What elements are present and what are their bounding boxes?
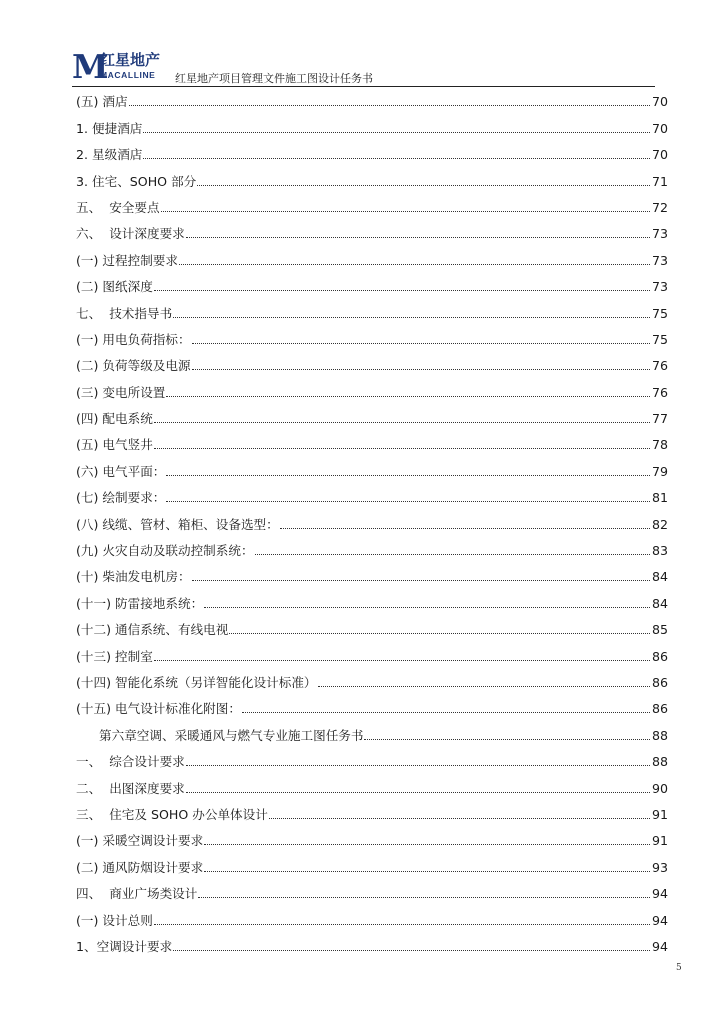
toc-entry-label: (二) 通风防烟设计要求 — [76, 859, 204, 875]
toc-entry-label: 三、 住宅及 SOHO 办公单体设计 — [76, 806, 268, 822]
toc-dot-leader — [269, 818, 650, 819]
toc-dot-leader — [154, 422, 650, 423]
toc-entry-page: 91 — [651, 833, 668, 849]
toc-entry-label: (十二) 通信系统、有线电视 — [76, 622, 229, 638]
toc-entry-label: 七、 技术指导书 — [76, 305, 173, 321]
toc-entry[interactable] — [76, 561, 668, 587]
toc-entry-page: 76 — [651, 358, 668, 374]
toc-entry-page: 72 — [651, 199, 668, 215]
toc-dot-leader — [166, 501, 650, 502]
toc-dot-leader — [173, 317, 650, 318]
toc-entry-label: (十) 柴油发电机房： — [76, 569, 191, 585]
toc-dot-leader — [198, 897, 650, 898]
toc-entry-page: 85 — [651, 622, 668, 638]
toc-dot-leader — [154, 448, 650, 449]
toc-dot-leader — [204, 871, 650, 872]
toc-entry-label: (十四) 智能化系统（另详智能化设计标准） — [76, 674, 317, 690]
toc-entry[interactable] — [76, 350, 668, 376]
toc-dot-leader — [166, 475, 650, 476]
toc-entry[interactable] — [76, 904, 668, 930]
toc-entry[interactable] — [76, 535, 668, 561]
toc-entry-page: 70 — [651, 120, 668, 136]
toc-entry-label: (二) 图纸深度 — [76, 279, 153, 295]
toc-entry[interactable] — [76, 825, 668, 851]
toc-entry-label: (十五) 电气设计标准化附图： — [76, 701, 241, 717]
toc-entry[interactable] — [76, 667, 668, 693]
toc-entry[interactable] — [76, 271, 668, 297]
toc-entry-page: 83 — [651, 543, 668, 559]
toc-entry[interactable] — [76, 746, 668, 772]
toc-entry-label: 五、 安全要点 — [76, 199, 160, 215]
toc-entry[interactable] — [76, 614, 668, 640]
logo-chinese-name: 红星地产 — [100, 51, 161, 69]
toc-dot-leader — [192, 369, 650, 370]
toc-entry-label: (一) 设计总则 — [76, 912, 153, 928]
toc-dot-leader — [186, 765, 650, 766]
toc-entry[interactable] — [76, 719, 668, 745]
toc-dot-leader — [192, 580, 650, 581]
toc-entry-label: 第六章空调、采暖通风与燃气专业施工图任务书 — [99, 727, 364, 743]
toc-entry-label: (九) 火灾自动及联动控制系统： — [76, 543, 254, 559]
toc-entry[interactable] — [76, 112, 668, 138]
toc-entry[interactable] — [76, 878, 668, 904]
toc-entry[interactable] — [76, 640, 668, 666]
toc-entry[interactable] — [76, 693, 668, 719]
toc-entry-page: 93 — [651, 859, 668, 875]
toc-entry-label: (一) 用电负荷指标： — [76, 331, 191, 347]
toc-entry-page: 70 — [651, 147, 668, 163]
toc-dot-leader — [154, 924, 650, 925]
toc-entry-page: 76 — [651, 384, 668, 400]
toc-dot-leader — [186, 792, 650, 793]
toc-dot-leader — [154, 660, 650, 661]
toc-entry-label: (五) 酒店 — [76, 94, 128, 110]
toc-entry-page: 88 — [651, 727, 668, 743]
toc-dot-leader — [242, 712, 650, 713]
toc-entry[interactable] — [76, 851, 668, 877]
toc-dot-leader — [318, 686, 650, 687]
toc-entry-page: 90 — [651, 780, 668, 796]
toc-entry-page: 84 — [651, 569, 668, 585]
toc-dot-leader — [173, 950, 650, 951]
page-number: 5 — [676, 963, 682, 973]
toc-entry-label: 2. 星级酒店 — [76, 147, 143, 163]
toc-entry-label: (七) 绘制要求： — [76, 490, 166, 506]
toc-dot-leader — [280, 528, 650, 529]
toc-dot-leader — [154, 290, 650, 291]
toc-entry-label: (十三) 控制室 — [76, 648, 153, 664]
toc-entry-page: 73 — [651, 279, 668, 295]
toc-entry-page: 81 — [651, 490, 668, 506]
toc-entry-page: 91 — [651, 806, 668, 822]
toc-entry[interactable] — [76, 244, 668, 270]
toc-entry-label: 一、 综合设计要求 — [76, 754, 185, 770]
toc-entry-page: 71 — [651, 173, 668, 189]
toc-entry[interactable] — [76, 587, 668, 613]
toc-entry[interactable] — [76, 165, 668, 191]
toc-dot-leader — [166, 396, 650, 397]
toc-entry-page: 77 — [651, 411, 668, 427]
toc-entry-page: 82 — [651, 516, 668, 532]
toc-entry[interactable] — [76, 376, 668, 402]
page-header — [72, 48, 655, 88]
toc-entry-label: 1. 便捷酒店 — [76, 120, 143, 136]
toc-entry-label: (二) 负荷等级及电源 — [76, 358, 191, 374]
toc-entry-label: (八) 线缆、管材、箱柜、设备选型： — [76, 516, 279, 532]
toc-dot-leader — [143, 158, 650, 159]
toc-entry-page: 94 — [651, 938, 668, 954]
toc-entry-label: 四、 商业广场类设计 — [76, 886, 198, 902]
toc-entry-label: (一) 采暖空调设计要求 — [76, 833, 204, 849]
toc-entry-label: (五) 电气竖井 — [76, 437, 153, 453]
toc-entry[interactable] — [76, 772, 668, 798]
toc-entry-label: 六、 设计深度要求 — [76, 226, 185, 242]
toc-dot-leader — [204, 844, 650, 845]
document-title: 红星地产项目管理文件施工图设计任务书 — [175, 72, 373, 85]
toc-entry-page: 75 — [651, 331, 668, 347]
toc-dot-leader — [179, 264, 650, 265]
toc-entry[interactable] — [76, 455, 668, 481]
toc-entry[interactable] — [76, 931, 668, 957]
toc-entry[interactable] — [76, 218, 668, 244]
toc-entry-page: 94 — [651, 912, 668, 928]
toc-entry-label: (十一) 防雷接地系统： — [76, 595, 204, 611]
toc-entry[interactable] — [76, 799, 668, 825]
toc-entry-page: 84 — [651, 595, 668, 611]
toc-entry[interactable] — [76, 508, 668, 534]
toc-dot-leader — [186, 237, 650, 238]
toc-entry-page: 79 — [651, 463, 668, 479]
toc-entry-page: 86 — [651, 648, 668, 664]
toc-entry-label: (三) 变电所设置 — [76, 384, 166, 400]
toc-entry[interactable] — [76, 139, 668, 165]
toc-entry-label: (四) 配电系统 — [76, 411, 153, 427]
table-of-contents — [76, 86, 668, 957]
toc-dot-leader — [192, 343, 650, 344]
toc-entry-label: (六) 电气平面： — [76, 463, 166, 479]
toc-dot-leader — [229, 633, 650, 634]
toc-dot-leader — [204, 607, 650, 608]
toc-dot-leader — [364, 739, 650, 740]
toc-dot-leader — [129, 105, 650, 106]
toc-entry-page: 86 — [651, 674, 668, 690]
toc-entry[interactable] — [76, 482, 668, 508]
toc-dot-leader — [255, 554, 650, 555]
toc-entry-label: 二、 出图深度要求 — [76, 780, 185, 796]
toc-entry-page: 88 — [651, 754, 668, 770]
toc-entry-page: 73 — [651, 226, 668, 242]
toc-entry[interactable] — [76, 324, 668, 350]
toc-entry-label: 1、空调设计要求 — [76, 938, 173, 954]
toc-dot-leader — [197, 185, 650, 186]
toc-entry-label: 3. 住宅、SOHO 部分 — [76, 173, 197, 189]
toc-entry-page: 78 — [651, 437, 668, 453]
toc-entry-page: 86 — [651, 701, 668, 717]
toc-entry[interactable] — [76, 86, 668, 112]
toc-entry[interactable] — [76, 297, 668, 323]
toc-entry-page: 70 — [651, 94, 668, 110]
toc-entry[interactable] — [76, 403, 668, 429]
toc-entry[interactable] — [76, 429, 668, 455]
toc-dot-leader — [161, 211, 650, 212]
toc-entry-page: 75 — [651, 305, 668, 321]
toc-entry-page: 94 — [651, 886, 668, 902]
logo-english-name: MACALLINE — [100, 70, 156, 80]
logo-mark: M — [72, 47, 109, 86]
toc-entry[interactable] — [76, 192, 668, 218]
toc-entry-page: 73 — [651, 252, 668, 268]
toc-dot-leader — [143, 132, 650, 133]
toc-entry-label: (一) 过程控制要求 — [76, 252, 178, 268]
